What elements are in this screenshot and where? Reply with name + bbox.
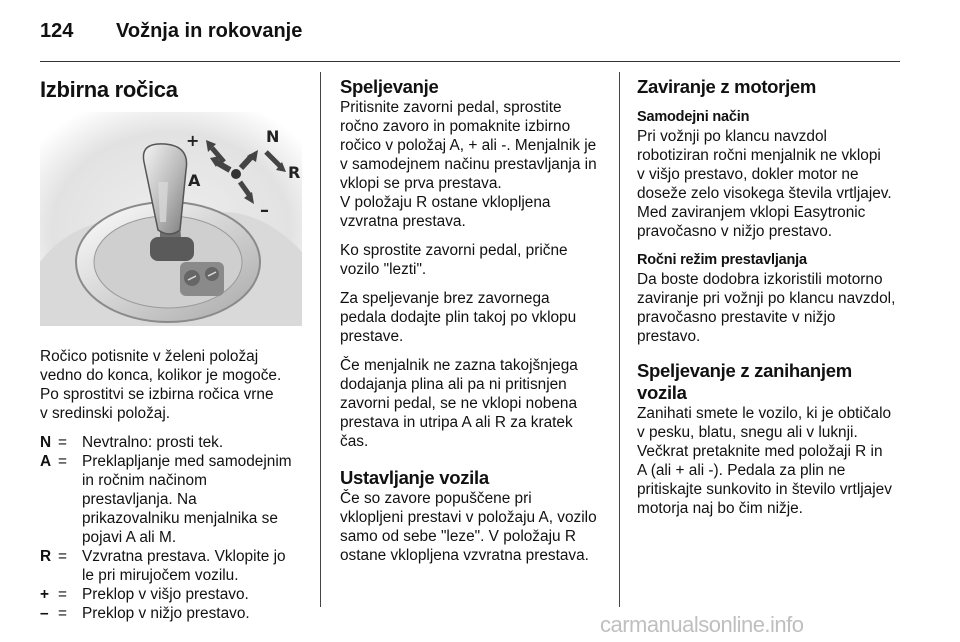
intro-paragraph: Ročico potisnite v želeni položaj vedno do konca, kolikor je mogoče. Po sprostitvi se izbirna ročica vrne v sredinski položaj. xyxy=(40,348,282,422)
subheading-samodejni: Samodejni način xyxy=(637,109,750,125)
pattern-center-dot xyxy=(231,169,241,179)
button-panel xyxy=(180,262,224,296)
page-header xyxy=(40,20,302,43)
header-rule xyxy=(40,61,900,62)
heading-zanihanje: Speljevanje z zanihanjem vozila xyxy=(637,360,852,403)
column-3 xyxy=(637,76,905,528)
label-minus: – xyxy=(260,200,269,221)
definition-text: Nevtralno: prosti tek. xyxy=(82,434,224,451)
paragraph: Ko sprostite zavorni pedal, prične vozilo "lezti". xyxy=(340,242,568,278)
paragraph: Zanihati smete le vozilo, ki je obtičalo v pesku, blatu, snegu ali v luknji. Večkrat pretaknite med položaji R in A (ali + ali -). Pedala za plin ne pritiskajte sunkovito in število vrtljajev motorja naj bo čim nižje. xyxy=(637,405,892,517)
paragraph: Če menjalnik ne zazna takojšnjega dodajanja plina ali pa ni pritisnjen zavorni pedal, se ne vklopi nobena prestava in utripa A ali R za kratek čas. xyxy=(340,357,578,450)
definition-row: A = Preklapljanje med samodejnim in ročnim načinom prestavljanja. Na prikazovalniku menjalnika se pojavi A ali M. xyxy=(40,452,302,547)
label-a: A xyxy=(188,171,201,190)
watermark: carmanualsonline.info xyxy=(600,612,804,637)
definition-key: A xyxy=(40,453,52,470)
paragraph: Če so zavore popuščene pri vklopljeni prestavi v položaju A, vozilo samo od sebe "leze". V položaju R ostane vklopljena vzvratna prestava. xyxy=(340,490,597,564)
label-plus: + xyxy=(186,131,200,150)
heading-ustavljanje: Ustavljanje vozila xyxy=(340,467,489,488)
definition-key: – xyxy=(40,605,49,622)
gear-selector-figure xyxy=(40,112,302,326)
lever-base xyxy=(150,237,194,261)
section-title-izbirna-rocica: Izbirna ročica xyxy=(40,77,178,102)
subheading-rocni: Ročni režim prestavljanja xyxy=(637,252,807,268)
column-divider-1 xyxy=(320,72,321,607)
definition-text: Vzvratna prestava. Vklopite jo le pri mirujočem vozilu. xyxy=(82,548,286,584)
paragraph: Pritisnite zavorni pedal, sprostite ročno zavoro in pomaknite izbirno ročico v položaj A, + ali -. Menjalnik je v samodejnem načinu prestavljanja in vklopi se prva prestava. V položaju R ostane vklopljena vzvratna prestava. xyxy=(340,99,597,230)
paragraph: Pri vožnji po klancu navzdol robotiziran ročni menjalnik ne vklopi v višjo prestavo, dokler motor ne doseže zelo visokega števila vrtljajev. Med zaviranjem vklopi Easytronic pravočasno v nižjo prestavo. xyxy=(637,128,892,240)
definition-key: R xyxy=(40,548,52,565)
definition-text: Preklop v višjo prestavo. xyxy=(82,586,249,603)
definition-key: + xyxy=(40,586,49,603)
page-number: 124 xyxy=(40,20,74,42)
heading-speljevanje: Speljevanje xyxy=(340,76,439,97)
chapter-title: Vožnja in rokovanje xyxy=(116,20,303,42)
definition-text: Preklapljanje med samodejnim in ročnim načinom prestavljanja. Na prikazovalniku menjalnika se pojavi A ali M. xyxy=(82,453,292,546)
definition-row: – = Preklop v nižjo prestavo. xyxy=(40,604,302,623)
paragraph: Da boste dodobra izkoristili motorno zaviranje pri vožnji po klancu navzdol, pravočasno prestavite v nižjo prestavo. xyxy=(637,271,896,345)
heading-zaviranje: Zaviranje z motorjem xyxy=(637,76,817,97)
definition-key: N xyxy=(40,434,52,451)
definition-text: Preklop v nižjo prestavo. xyxy=(82,605,250,622)
column-1 xyxy=(40,76,302,623)
label-n: N xyxy=(266,127,280,146)
label-r: R xyxy=(288,163,301,182)
definition-row: N = Nevtralno: prosti tek. xyxy=(40,433,302,452)
paragraph: Za speljevanje brez zavornega pedala dodajte plin takoj po vklopu prestave. xyxy=(340,290,577,345)
column-divider-2 xyxy=(619,72,620,607)
definition-row: + = Preklop v višjo prestavo. xyxy=(40,585,302,604)
position-definitions xyxy=(40,433,302,623)
column-2 xyxy=(340,76,608,575)
definition-row: R = Vzvratna prestava. Vklopite jo le pri mirujočem vozilu. xyxy=(40,547,302,585)
